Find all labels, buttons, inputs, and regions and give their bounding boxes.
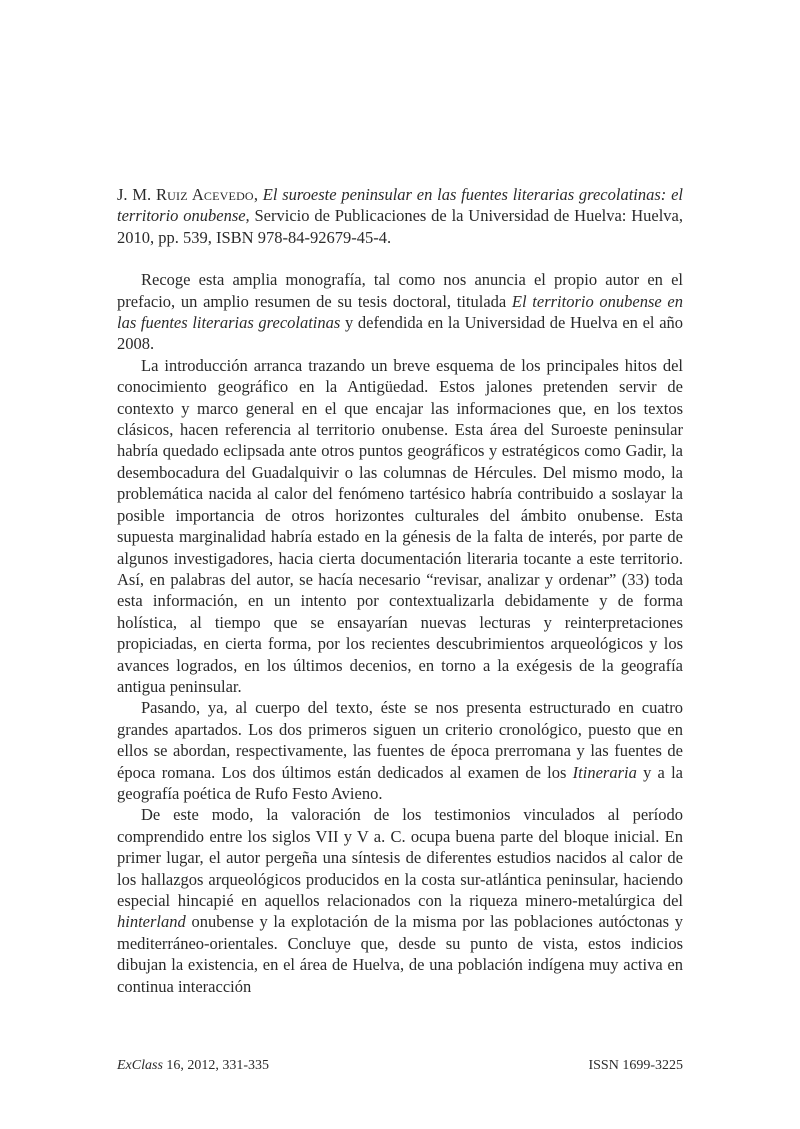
book-title: El suroeste peninsular en las fuentes literarias grecolatinas: el territorio onubense, (117, 185, 683, 226)
citation-separator: , (253, 185, 263, 204)
journal-reference (117, 1056, 269, 1076)
issn: ISSN 1699-3225 (588, 1058, 683, 1073)
publisher-info: Servicio de Publicaciones de la Universidad de Huelva: Huelva, 2010, pp. 539, ISBN 978-84-92679-45-4. (117, 206, 683, 247)
author-name: Ruiz Acevedo (155, 185, 254, 204)
hinterland-term: hinterland (117, 912, 186, 932)
book-citation (117, 184, 683, 248)
paragraph-4-text-c: onubense y la explotación de la misma por las poblaciones autóctonas y mediterráneo-orientales. Concluye que, desde su punto de vista, estos indicios dibujan la existencia, en el área de Huelva, de una población indígena muy activa en continua interacción (117, 912, 683, 996)
itineraria-term: Itineraria (572, 762, 637, 782)
review-body (117, 184, 683, 997)
paragraph-3-text-c: y a la geografía poética de Rufo Festo Avieno. (117, 762, 684, 803)
journal-name: ExClass (117, 1058, 163, 1073)
author-initials: J. M. (117, 185, 156, 204)
journal-issue: 16, 2012, 331-335 (162, 1058, 270, 1073)
paragraph-2: La introducción arranca trazando un breve esquema de los principales hitos del conocimiento geográfico en la Antigüedad. Estos jalones pretenden servir de contexto y marco general en el que encajar las informaciones que, en los textos clásicos, hacen referencia al territorio onubense. Esta área del Suroeste peninsular habría quedado eclipsada ante otros puntos geográficos y estratégicos como Gadir, la desembocadura del Guadalquivir o las columnas de Hércules. Del mismo modo, la problemática nacida al calor del fenómeno tartésico habría contribuido a soslayar la posible importancia de otros horizontes culturales del ámbito onubense. Esta supuesta marginalidad habría estado en la génesis de la falta de interés, por parte de algunos investigadores, hacia cierta documentación literaria tocante a este territorio. Así, en palabras del autor, se hacía necesario “revisar, analizar y ordenar” (33) toda esta información, en un intento por contextualizarla debidamente y de forma holística, al tiempo que se ensayarían nuevas lecturas y reinterpretaciones propiciadas, en cierta forma, por los recientes descubrimientos arqueológicos y los avances logrados, en los últimos decenios, en torno a la exégesis de la geografía antigua peninsular. (117, 355, 683, 696)
paragraph-1-text-a: Recoge esta amplia monografía, tal como nos anuncia el propio autor en el prefacio, un amplio resumen de su tesis doctoral, titulada (117, 270, 683, 311)
paragraph-4-text-a: De este modo, la valoración de los testimonios vinculados al período comprendido entre los siglos VII y V a. C. ocupa buena parte del bloque inicial. En primer lugar, el autor pergeña una síntesis de diferentes estudios nacidos al calor de los hallazgos arqueológicos producidos en la costa sur-atlántica peninsular, haciendo especial hincapié en aquellos relacionados con la riqueza minero-metalúrgica del (117, 805, 683, 910)
thesis-title: El territorio onubense en las fuentes literarias grecolatinas (117, 291, 683, 333)
paragraph-3 (117, 697, 683, 804)
paragraph-3-text-a: Pasando, ya, al cuerpo del texto, éste se nos presenta estructurado en cuatro grandes apartados. Los dos primeros siguen un criterio cronológico, puesto que en ellos se abordan, respectivamente, las fuentes de época prerromana y las fuentes de época romana. Los dos últimos están dedicados al examen de los (117, 698, 683, 782)
paragraph-1 (117, 269, 683, 355)
paragraph-1-text-c: y defendida en la Universidad de Huelva en el año 2008. (117, 313, 684, 354)
paragraph-4 (117, 804, 683, 997)
page-footer (117, 1056, 683, 1076)
